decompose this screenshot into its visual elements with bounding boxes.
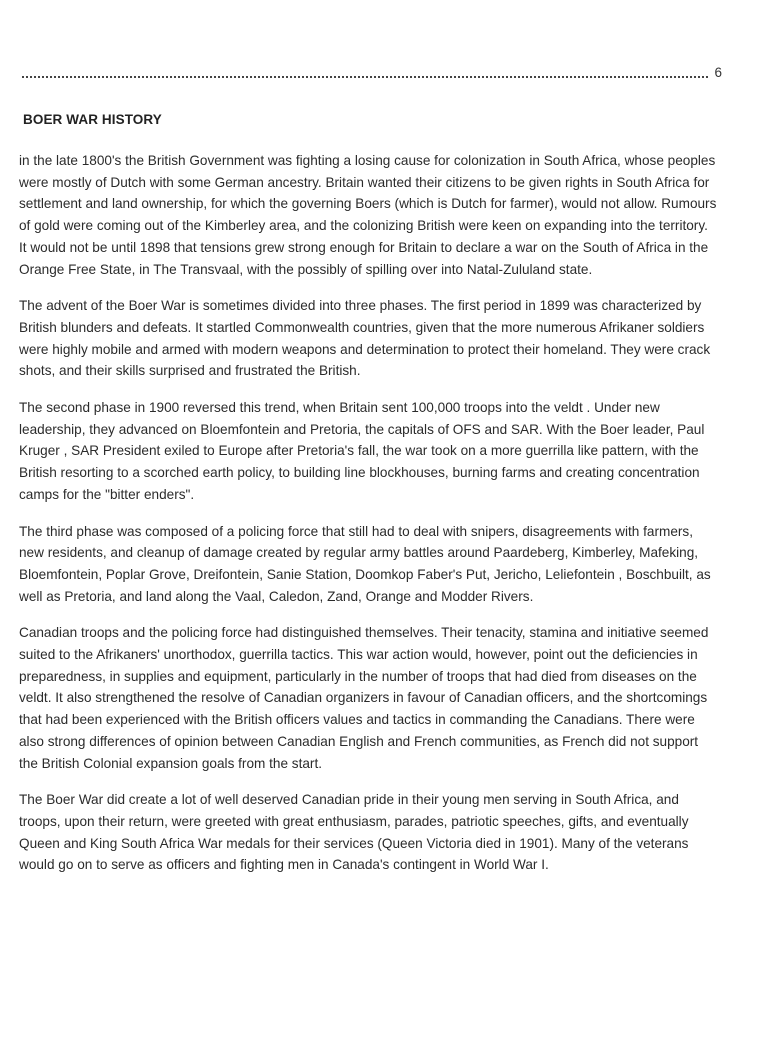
dot-leader xyxy=(22,64,708,78)
paragraph-canadian-troops: Canadian troops and the policing force had distinguished themselves. Their tenacity, stamina and initiative seemed suited to the Afrikaners' unorthodox, guerrilla tactics. This war action would, however, point out the deficiencies in preparedness, in supplies and equipment, particularly in the number of troops that had died from diseases on the veldt. It also strengthened the resolve of Canadian organizers in favour of Canadian officers, and the shortcomings that had been experienced with the British officers values and tactics in commanding the Canadians. There were also strong differences of opinion between Canadian English and French communities, as French did not support the British Colonial expansion goals from the start. xyxy=(19,625,709,771)
section-heading: BOER WAR HISTORY xyxy=(23,112,162,127)
toc-leader-line xyxy=(22,64,722,82)
paragraph-second-phase: The second phase in 1900 reversed this trend, when Britain sent 100,000 troops into the veldt . Under new leadership, they advanced on Bloemfontein and Pretoria, the capitals of OFS and SAR. With the Boer leader, Paul Kruger , SAR President exiled to Europe after Pretoria's fall, the war took on a more guerrilla like pattern, with the British resorting to a scorched earth policy, to building line blockhouses, burning farms and creating concentration camps for the "bitter enders". xyxy=(19,400,705,502)
body-text xyxy=(19,150,719,891)
paragraph-phase-overview: The advent of the Boer War is sometimes divided into three phases. The first period in 1899 was characterized by British blunders and defeats. It startled Commonwealth countries, given that the more numerous Afrikaner soldiers were highly mobile and armed with modern weapons and determination to protect their homeland. They were crack shots, and their skills surprised and frustrated the British. xyxy=(19,298,711,379)
paragraph-intro: in the late 1800's the British Government was fighting a losing cause for colonization in South Africa, whose peoples were mostly of Dutch with some German ancestry. Britain wanted their citizens to be given rights in South Africa for settlement and land ownership, for which the governing Boers (which is Dutch for farmer), would not allow. Rumours of gold were coming out of the Kimberley area, and the colonizing British were keen on expanding into the territory. It would not be until 1898 that tensions grew strong enough for Britain to declare a war on the South of Africa in the Orange Free State, in The Transvaal, with the possibly of spilling over into Natal-Zululand state. xyxy=(19,153,717,277)
page-number: 6 xyxy=(714,65,722,80)
paragraph-canadian-pride: The Boer War did create a lot of well deserved Canadian pride in their young men serving in South Africa, and troops, upon their return, were greeted with great enthusiasm, parades, patriotic speeches, gifts, and eventually Queen and King South Africa War medals for their services (Queen Victoria died in 1901). Many of the veterans would go on to serve as officers and fighting men in Canada's contingent in World War I. xyxy=(19,792,689,873)
paragraph-third-phase: The third phase was composed of a policing force that still had to deal with snipers, disagreements with farmers, new residents, and cleanup of damage created by regular army battles around Paardeberg, Kimberley, Mafeking, Bloemfontein, Poplar Grove, Dreifontein, Sanie Station, Doomkop Faber's Put, Jericho, Leliefontein , Boschbuilt, as well as Pretoria, and land along the Vaal, Caledon, Zand, Orange and Modder Rivers. xyxy=(19,523,711,604)
